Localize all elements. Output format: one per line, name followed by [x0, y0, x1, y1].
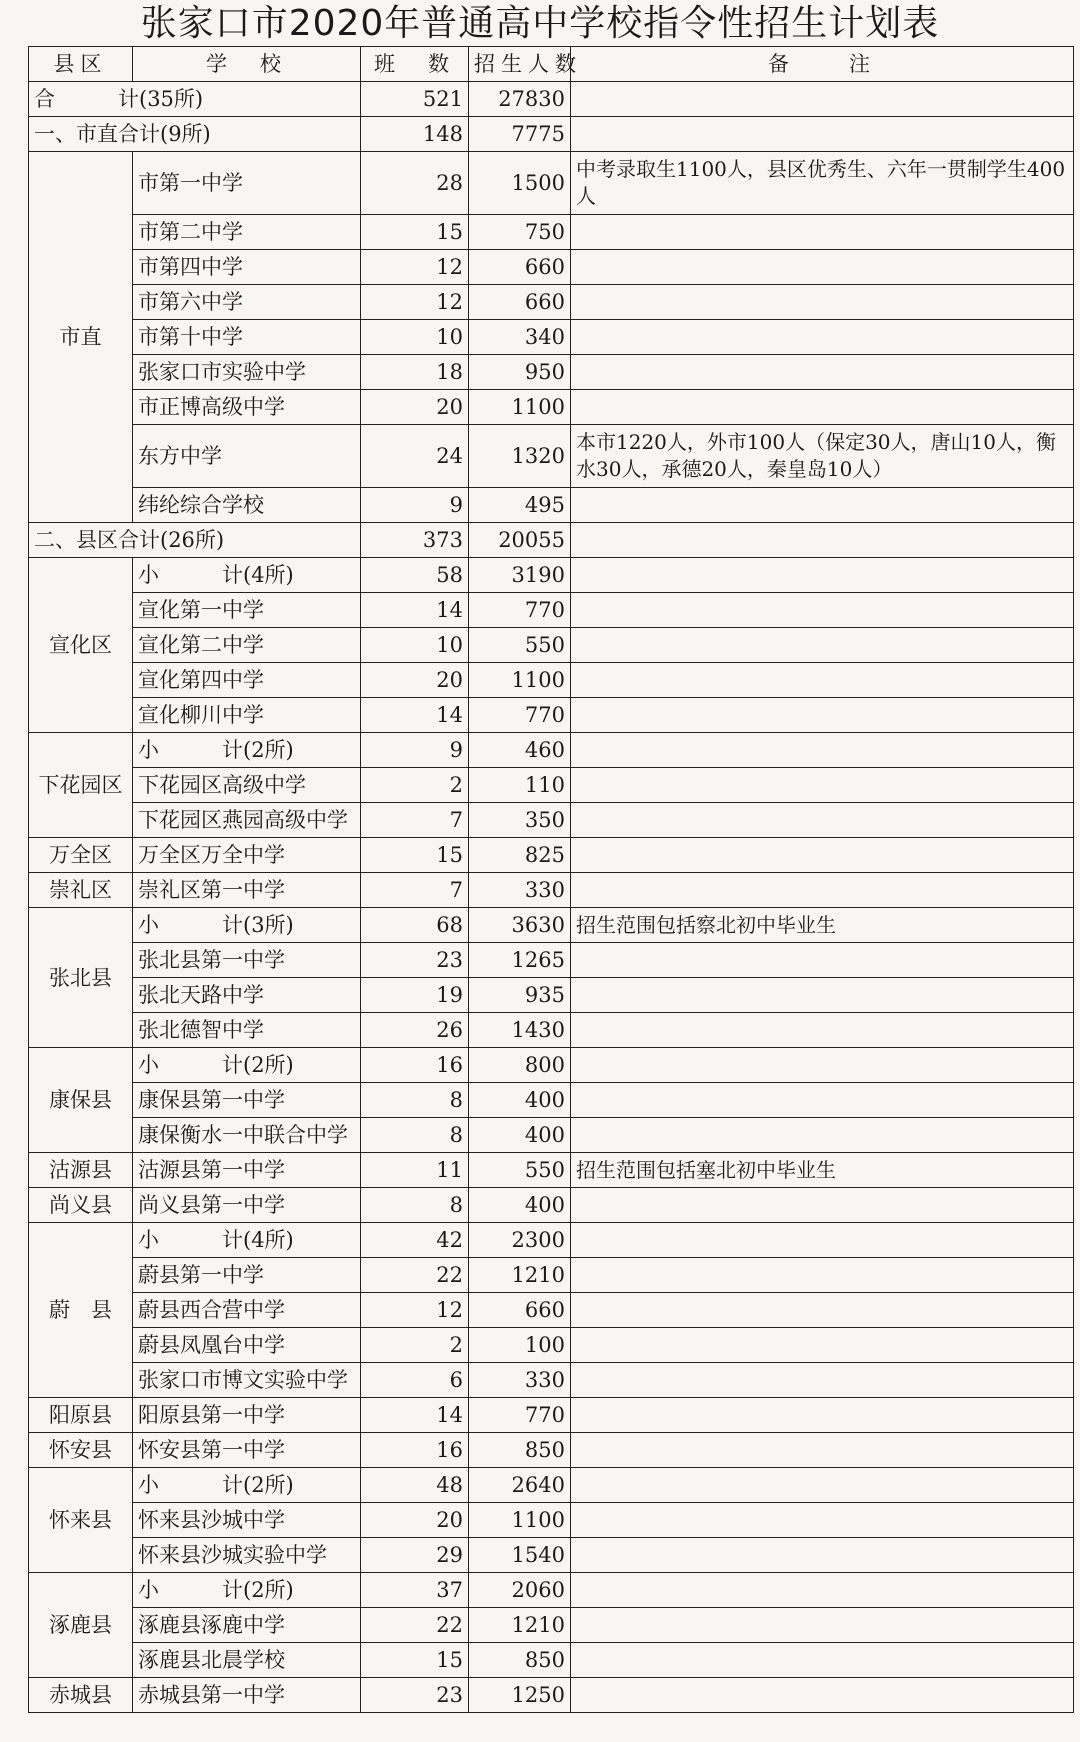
table-row: [29, 803, 1074, 838]
classes-cell: 11: [361, 1153, 469, 1188]
note-cell: [571, 698, 1074, 733]
students-cell: 2060: [469, 1573, 571, 1608]
school-cell: 蔚县西合营中学: [133, 1293, 361, 1328]
school-cell: 张北县第一中学: [133, 943, 361, 978]
students-cell: 1250: [469, 1678, 571, 1713]
school-cell: 小 计(4所): [133, 558, 361, 593]
note-cell: 中考录取生1100人，县区优秀生、六年一贯制学生400人: [571, 152, 1074, 215]
table-row: [29, 1013, 1074, 1048]
table-row: [29, 873, 1074, 908]
classes-cell: 15: [361, 215, 469, 250]
note-cell: [571, 320, 1074, 355]
note-cell: [571, 733, 1074, 768]
school-cell: 康保衡水一中联合中学: [133, 1118, 361, 1153]
grand-total-students: 27830: [469, 82, 571, 117]
county-total-row: [29, 523, 1074, 558]
school-cell: 小 计(2所): [133, 1573, 361, 1608]
students-cell: 400: [469, 1188, 571, 1223]
city-total-students: 7775: [469, 117, 571, 152]
students-cell: 1540: [469, 1538, 571, 1573]
table-row: [29, 628, 1074, 663]
classes-cell: 9: [361, 488, 469, 523]
table-row: [29, 1573, 1074, 1608]
school-cell: 康保县第一中学: [133, 1083, 361, 1118]
county-cell: 赤城县: [29, 1678, 133, 1713]
county-cell: 沽源县: [29, 1153, 133, 1188]
note-cell: [571, 1083, 1074, 1118]
table-row: [29, 838, 1074, 873]
header-students: 招生人数: [469, 47, 571, 82]
students-cell: 1430: [469, 1013, 571, 1048]
table-row: [29, 1153, 1074, 1188]
note-cell: [571, 803, 1074, 838]
students-cell: 770: [469, 1398, 571, 1433]
classes-cell: 15: [361, 838, 469, 873]
table-row: [29, 1048, 1074, 1083]
classes-cell: 8: [361, 1188, 469, 1223]
classes-cell: 48: [361, 1468, 469, 1503]
school-cell: 尚义县第一中学: [133, 1188, 361, 1223]
students-cell: 660: [469, 250, 571, 285]
students-cell: 935: [469, 978, 571, 1013]
table-row: [29, 1223, 1074, 1258]
note-cell: 本市1220人，外市100人（保定30人，唐山10人，衡水30人，承德20人，秦皇岛10人）: [571, 425, 1074, 488]
classes-cell: 22: [361, 1258, 469, 1293]
note-cell: [571, 1223, 1074, 1258]
city-total-note: [571, 117, 1074, 152]
county-total-note: [571, 523, 1074, 558]
header-row: [29, 47, 1074, 82]
school-cell: 市正博高级中学: [133, 390, 361, 425]
school-cell: 赤城县第一中学: [133, 1678, 361, 1713]
county-cell: 下花园区: [29, 733, 133, 838]
table-row: [29, 1363, 1074, 1398]
county-cell: 怀来县: [29, 1468, 133, 1573]
table-row: [29, 1293, 1074, 1328]
table-row: [29, 1083, 1074, 1118]
classes-cell: 14: [361, 593, 469, 628]
students-cell: 3630: [469, 908, 571, 943]
note-cell: [571, 1328, 1074, 1363]
note-cell: [571, 488, 1074, 523]
students-cell: 825: [469, 838, 571, 873]
school-cell: 蔚县第一中学: [133, 1258, 361, 1293]
students-cell: 1320: [469, 425, 571, 488]
note-cell: [571, 285, 1074, 320]
classes-cell: 20: [361, 663, 469, 698]
classes-cell: 37: [361, 1573, 469, 1608]
table-row: [29, 1328, 1074, 1363]
city-total-label: 一、市直合计(9所): [29, 117, 361, 152]
classes-cell: 29: [361, 1538, 469, 1573]
school-cell: 蔚县凤凰台中学: [133, 1328, 361, 1363]
grand-total-note: [571, 82, 1074, 117]
county-cell: 康保县: [29, 1048, 133, 1153]
table-row: [29, 663, 1074, 698]
classes-cell: 22: [361, 1608, 469, 1643]
county-cell: 阳原县: [29, 1398, 133, 1433]
note-cell: [571, 1678, 1074, 1713]
county-cell: 尚义县: [29, 1188, 133, 1223]
classes-cell: 7: [361, 803, 469, 838]
note-cell: [571, 873, 1074, 908]
county-total-students: 20055: [469, 523, 571, 558]
students-cell: 550: [469, 1153, 571, 1188]
table-row: [29, 1188, 1074, 1223]
table-row: [29, 1118, 1074, 1153]
note-cell: [571, 1013, 1074, 1048]
county-cell: 市直: [29, 152, 133, 523]
note-cell: [571, 1258, 1074, 1293]
students-cell: 400: [469, 1083, 571, 1118]
school-cell: 宣化第四中学: [133, 663, 361, 698]
school-cell: 市第十中学: [133, 320, 361, 355]
note-cell: [571, 1573, 1074, 1608]
note-cell: [571, 1293, 1074, 1328]
students-cell: 850: [469, 1433, 571, 1468]
school-cell: 涿鹿县北晨学校: [133, 1643, 361, 1678]
enrollment-plan-table: [28, 46, 1074, 1713]
school-cell: 张家口市实验中学: [133, 355, 361, 390]
classes-cell: 12: [361, 1293, 469, 1328]
classes-cell: 15: [361, 1643, 469, 1678]
note-cell: [571, 663, 1074, 698]
classes-cell: 28: [361, 152, 469, 215]
note-cell: [571, 1048, 1074, 1083]
table-row: [29, 558, 1074, 593]
school-cell: 市第六中学: [133, 285, 361, 320]
school-cell: 小 计(2所): [133, 733, 361, 768]
classes-cell: 23: [361, 1678, 469, 1713]
classes-cell: 20: [361, 1503, 469, 1538]
school-cell: 宣化柳川中学: [133, 698, 361, 733]
grand-total-classes: 521: [361, 82, 469, 117]
classes-cell: 20: [361, 390, 469, 425]
note-cell: 招生范围包括察北初中毕业生: [571, 908, 1074, 943]
school-cell: 万全区万全中学: [133, 838, 361, 873]
students-cell: 1100: [469, 1503, 571, 1538]
classes-cell: 10: [361, 320, 469, 355]
classes-cell: 7: [361, 873, 469, 908]
school-cell: 张北德智中学: [133, 1013, 361, 1048]
students-cell: 1100: [469, 390, 571, 425]
school-cell: 下花园区高级中学: [133, 768, 361, 803]
students-cell: 350: [469, 803, 571, 838]
classes-cell: 14: [361, 698, 469, 733]
page-title: 张家口市2020年普通高中学校指令性招生计划表: [140, 3, 940, 44]
students-cell: 950: [469, 355, 571, 390]
note-cell: [571, 1643, 1074, 1678]
classes-cell: 68: [361, 908, 469, 943]
students-cell: 460: [469, 733, 571, 768]
table-row: [29, 733, 1074, 768]
table-row: [29, 1468, 1074, 1503]
students-cell: 330: [469, 1363, 571, 1398]
students-cell: 340: [469, 320, 571, 355]
table-row: [29, 488, 1074, 523]
header-notes: 备 注: [571, 47, 1074, 82]
classes-cell: 26: [361, 1013, 469, 1048]
school-cell: 宣化第二中学: [133, 628, 361, 663]
students-cell: 3190: [469, 558, 571, 593]
students-cell: 330: [469, 873, 571, 908]
county-cell: 张北县: [29, 908, 133, 1048]
school-cell: 下花园区燕园高级中学: [133, 803, 361, 838]
table-row: [29, 978, 1074, 1013]
table-row: [29, 425, 1074, 488]
table-row: [29, 943, 1074, 978]
students-cell: 110: [469, 768, 571, 803]
classes-cell: 14: [361, 1398, 469, 1433]
note-cell: [571, 768, 1074, 803]
table-row: [29, 593, 1074, 628]
students-cell: 400: [469, 1118, 571, 1153]
school-cell: 小 计(3所): [133, 908, 361, 943]
table-row: [29, 152, 1074, 215]
city-total-classes: 148: [361, 117, 469, 152]
county-cell: 涿鹿县: [29, 1573, 133, 1678]
table-row: [29, 390, 1074, 425]
note-cell: [571, 838, 1074, 873]
school-cell: 沽源县第一中学: [133, 1153, 361, 1188]
note-cell: [571, 1398, 1074, 1433]
classes-cell: 8: [361, 1083, 469, 1118]
county-cell: 怀安县: [29, 1433, 133, 1468]
table-row: [29, 215, 1074, 250]
students-cell: 1500: [469, 152, 571, 215]
note-cell: [571, 1363, 1074, 1398]
county-cell: 万全区: [29, 838, 133, 873]
note-cell: [571, 1433, 1074, 1468]
note-cell: [571, 1118, 1074, 1153]
classes-cell: 6: [361, 1363, 469, 1398]
table-row: [29, 1608, 1074, 1643]
students-cell: 660: [469, 1293, 571, 1328]
school-cell: 东方中学: [133, 425, 361, 488]
school-cell: 纬纶综合学校: [133, 488, 361, 523]
classes-cell: 24: [361, 425, 469, 488]
note-cell: [571, 1608, 1074, 1643]
table-row: [29, 768, 1074, 803]
table-row: [29, 1643, 1074, 1678]
students-cell: 1210: [469, 1608, 571, 1643]
school-cell: 宣化第一中学: [133, 593, 361, 628]
classes-cell: 19: [361, 978, 469, 1013]
table-row: [29, 1433, 1074, 1468]
classes-cell: 2: [361, 1328, 469, 1363]
students-cell: 770: [469, 698, 571, 733]
students-cell: 1265: [469, 943, 571, 978]
note-cell: [571, 593, 1074, 628]
school-cell: 涿鹿县涿鹿中学: [133, 1608, 361, 1643]
table-row: [29, 1398, 1074, 1433]
note-cell: [571, 215, 1074, 250]
table-row: [29, 320, 1074, 355]
note-cell: [571, 1503, 1074, 1538]
school-cell: 张家口市博文实验中学: [133, 1363, 361, 1398]
county-total-classes: 373: [361, 523, 469, 558]
note-cell: [571, 355, 1074, 390]
table-row: [29, 250, 1074, 285]
header-classes: 班 数: [361, 47, 469, 82]
classes-cell: 2: [361, 768, 469, 803]
students-cell: 850: [469, 1643, 571, 1678]
school-cell: 怀安县第一中学: [133, 1433, 361, 1468]
table-row: [29, 698, 1074, 733]
note-cell: [571, 390, 1074, 425]
county-cell: 崇礼区: [29, 873, 133, 908]
school-cell: 阳原县第一中学: [133, 1398, 361, 1433]
school-cell: 怀来县沙城中学: [133, 1503, 361, 1538]
note-cell: [571, 943, 1074, 978]
school-cell: 市第四中学: [133, 250, 361, 285]
students-cell: 750: [469, 215, 571, 250]
note-cell: 招生范围包括塞北初中毕业生: [571, 1153, 1074, 1188]
note-cell: [571, 1468, 1074, 1503]
classes-cell: 12: [361, 250, 469, 285]
table-row: [29, 355, 1074, 390]
note-cell: [571, 250, 1074, 285]
school-cell: 怀来县沙城实验中学: [133, 1538, 361, 1573]
school-cell: 市第二中学: [133, 215, 361, 250]
classes-cell: 18: [361, 355, 469, 390]
school-cell: 市第一中学: [133, 152, 361, 215]
school-cell: 小 计(2所): [133, 1468, 361, 1503]
note-cell: [571, 978, 1074, 1013]
county-cell: 蔚 县: [29, 1223, 133, 1398]
students-cell: 660: [469, 285, 571, 320]
table-row: [29, 1678, 1074, 1713]
classes-cell: 16: [361, 1048, 469, 1083]
school-cell: 小 计(4所): [133, 1223, 361, 1258]
classes-cell: 10: [361, 628, 469, 663]
students-cell: 2300: [469, 1223, 571, 1258]
classes-cell: 58: [361, 558, 469, 593]
classes-cell: 9: [361, 733, 469, 768]
note-cell: [571, 628, 1074, 663]
students-cell: 770: [469, 593, 571, 628]
table-row: [29, 1258, 1074, 1293]
classes-cell: 42: [361, 1223, 469, 1258]
classes-cell: 8: [361, 1118, 469, 1153]
note-cell: [571, 1538, 1074, 1573]
table-row: [29, 1503, 1074, 1538]
students-cell: 495: [469, 488, 571, 523]
note-cell: [571, 1188, 1074, 1223]
students-cell: 100: [469, 1328, 571, 1363]
students-cell: 550: [469, 628, 571, 663]
students-cell: 2640: [469, 1468, 571, 1503]
school-cell: 张北天路中学: [133, 978, 361, 1013]
header-county: 县区: [29, 47, 133, 82]
students-cell: 1210: [469, 1258, 571, 1293]
table-row: [29, 285, 1074, 320]
note-cell: [571, 558, 1074, 593]
students-cell: 800: [469, 1048, 571, 1083]
classes-cell: 23: [361, 943, 469, 978]
table-row: [29, 908, 1074, 943]
header-school: 学 校: [133, 47, 361, 82]
classes-cell: 16: [361, 1433, 469, 1468]
school-cell: 小 计(2所): [133, 1048, 361, 1083]
grand-total-label: 合 计(35所): [29, 82, 361, 117]
county-cell: 宣化区: [29, 558, 133, 733]
city-total-row: [29, 117, 1074, 152]
students-cell: 1100: [469, 663, 571, 698]
county-total-label: 二、县区合计(26所): [29, 523, 361, 558]
table-row: [29, 1538, 1074, 1573]
grand-total-row: [29, 82, 1074, 117]
school-cell: 崇礼区第一中学: [133, 873, 361, 908]
classes-cell: 12: [361, 285, 469, 320]
